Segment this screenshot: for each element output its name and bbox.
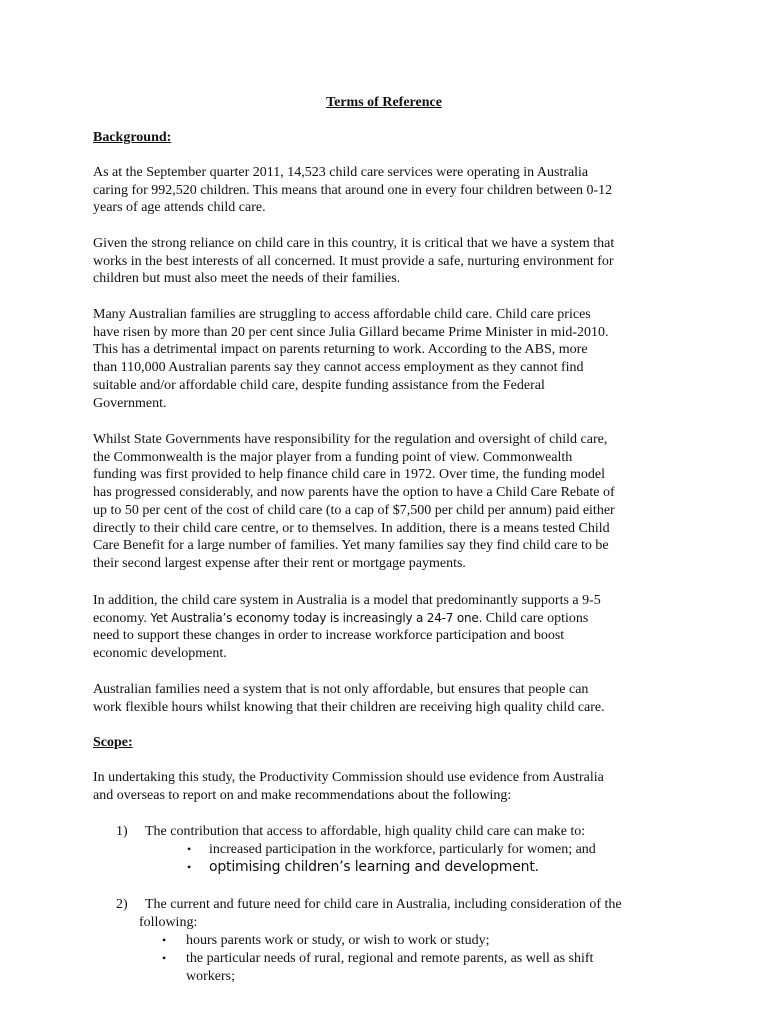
background-paragraph-4: Whilst State Governments have responsibility for the regulation and oversight of child care, the Commonwealth is the major player from a funding point of view. Commonwealth funding was first provided to help finance child care in 1972. Over time, the funding model has progressed considerably, and now parents have the option to have a Child Care Rebate of up to 50 per cent of the cost of child care (to a cap of $7,500 per child per annum) paid either directly to their child care centre, or to themselves. In addition, there is a means tested Child Care Benefit for a large number of families. Yet many families say they find child care to be their second largest expense after their rent or mortgage payments. [93, 432, 615, 571]
scope-intro: In undertaking this study, the Productivity Commission should use evidence from Australia and overseas to report on and make recommendations about the following: [93, 770, 604, 803]
scope-item-2-number: 2) [116, 897, 128, 912]
background-paragraph-6: Australian families need a system that is not only affordable, but ensures that people can work flexible hours whilst knowing that their children are receiving high quality child care. [93, 682, 605, 715]
scope-item-1-bullet-1: increased participation in the workforce, particularly for women; and [209, 842, 596, 857]
scope-item-1-text: The contribution that access to affordable, high quality child care can make to: [145, 824, 586, 839]
scope-item-1-bullet-2: optimising children’s learning and development. [209, 859, 539, 875]
background-paragraph-5: In addition, the child care system in Australia is a model that predominantly supports a 9-5 economy. Yet Australia’s economy today is increasingly a 24-7 one. Child care options need to support these changes in order to increase workforce participation and boost economic development. [93, 593, 601, 662]
background-paragraph-1: As at the September quarter 2011, 14,523 child care services were operating in Australia caring for 992,520 children. This means that around one in every four children between 0-12 years of age attends child care. [93, 165, 613, 216]
background-paragraph-2: Given the strong reliance on child care in this country, it is critical that we have a system that works in the best interests of all concerned. It must provide a safe, nurturing environment for children but must also meet the needs of their families. [93, 236, 615, 287]
scope-item-2-text: The current and future need for child care in Australia, including consideration of the [145, 897, 622, 912]
background-heading: Background: [93, 130, 172, 145]
background-paragraph-3: Many Australian families are struggling to access affordable child care. Child care prices have risen by more than 20 per cent since Julia Gillard became Prime Minister in mid-2010. This has a detrimental impact on parents returning to work. According to the ABS, more than 110,000 Australian parents say they cannot access employment as they cannot find suitable and/or affordable child care, despite funding assistance from the Federal Government. [93, 307, 609, 411]
scope-item-2-bullet-2-cont: workers; [186, 969, 235, 984]
scope-item-2-bullet-1: hours parents work or study, or wish to work or study; [186, 933, 490, 948]
bullet-icon: • [162, 951, 167, 965]
bullet-icon: • [162, 933, 167, 947]
scope-item-1-number: 1) [116, 824, 128, 839]
bullet-icon: • [187, 842, 192, 856]
scope-item-2-text-cont: following: [139, 915, 198, 930]
scope-heading: Scope: [93, 735, 133, 750]
page-title: Terms of Reference [326, 95, 442, 110]
scope-item-2-bullet-2: the particular needs of rural, regional and remote parents, as well as shift [186, 951, 594, 966]
bullet-icon: • [187, 860, 192, 874]
handwritten-style-text: Yet Australia’s economy today is increasingly a 24-7 one. [150, 610, 483, 625]
